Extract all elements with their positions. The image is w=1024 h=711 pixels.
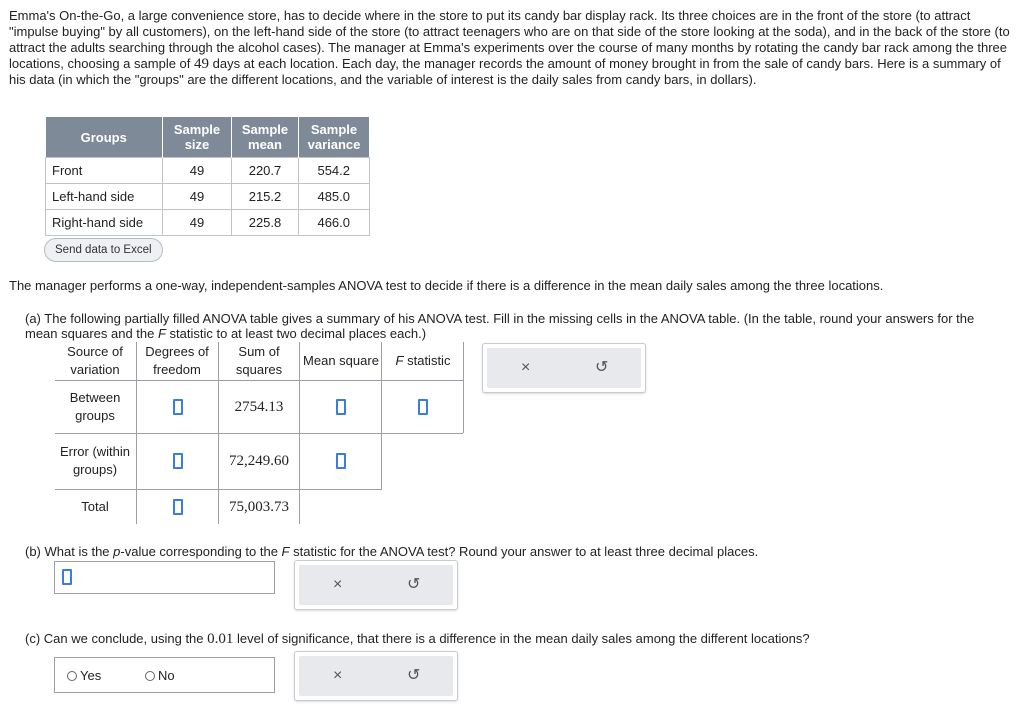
variance-cell: 466.0 bbox=[299, 210, 370, 236]
anova-header-df: Degrees of freedom bbox=[145, 344, 209, 377]
undo-icon[interactable]: ↺ bbox=[595, 359, 609, 376]
mean-cell: 215.2 bbox=[232, 184, 299, 210]
mean-cell: 225.8 bbox=[232, 210, 299, 236]
radio-yes[interactable] bbox=[67, 668, 101, 683]
group-cell: Right-hand side bbox=[46, 210, 163, 236]
df-total-input[interactable] bbox=[137, 492, 218, 522]
part-b-text-3: statistic for the ANOVA test? Round your answer to at least three decimal places. bbox=[289, 544, 759, 559]
action-panel bbox=[299, 656, 453, 696]
part-a-text-1: The following partially filled ANOVA table gives a summary of his ANOVA test. Fill in the missing cells in the ANOVA table. (In the table, round your answers for the mean squares and the bbox=[25, 311, 975, 341]
header-sample-mean: Sample mean bbox=[232, 117, 299, 158]
part-a-question bbox=[25, 311, 985, 341]
size-cell: 49 bbox=[163, 158, 232, 184]
action-panel bbox=[299, 565, 453, 605]
anova-intro: The manager performs a one-way, independent-samples ANOVA test to decide if there is a difference in the mean daily sales among the three locations. bbox=[9, 278, 884, 293]
header-sample-variance: Sample variance bbox=[299, 117, 370, 158]
p-symbol: p bbox=[113, 544, 121, 559]
divider bbox=[55, 489, 382, 490]
part-c-answer-box bbox=[54, 657, 275, 693]
ms-error-input[interactable] bbox=[300, 434, 381, 488]
anova-header-ms: Mean square bbox=[303, 353, 379, 368]
clear-icon[interactable]: × bbox=[333, 576, 343, 593]
radio-no-label: No bbox=[158, 668, 175, 683]
anova-header-ss: Sum of squares bbox=[235, 344, 283, 377]
df-between-input[interactable] bbox=[137, 386, 218, 428]
part-c-question bbox=[25, 631, 1005, 648]
divider bbox=[463, 342, 464, 433]
part-a-label: (a) bbox=[25, 311, 41, 326]
clear-icon[interactable]: × bbox=[333, 667, 343, 684]
anova-header-source: Source of variation bbox=[67, 344, 123, 377]
f-symbol: F bbox=[281, 544, 290, 559]
part-b-text-1: What is the bbox=[44, 544, 114, 559]
part-c-label: (c) bbox=[25, 631, 41, 646]
ss-error: 72,249.60 bbox=[229, 453, 289, 469]
table-row bbox=[46, 184, 370, 210]
clear-icon[interactable]: × bbox=[521, 359, 531, 376]
header-sample-size: Sample size bbox=[163, 117, 232, 158]
df-error-input[interactable] bbox=[137, 434, 218, 488]
group-cell: Front bbox=[46, 158, 163, 184]
part-a-text-2: statistic to at least two decimal places each.) bbox=[165, 326, 427, 341]
divider bbox=[55, 380, 463, 381]
table-row bbox=[46, 210, 370, 236]
part-b-action-box bbox=[294, 560, 458, 610]
part-b-question bbox=[25, 544, 985, 559]
variance-cell: 485.0 bbox=[299, 184, 370, 210]
group-cell: Left-hand side bbox=[46, 184, 163, 210]
anova-source-total: Total bbox=[81, 499, 109, 514]
part-a-action-box bbox=[482, 343, 646, 393]
size-cell: 49 bbox=[163, 184, 232, 210]
anova-source-error: Error (within groups) bbox=[59, 444, 131, 477]
problem-intro bbox=[9, 8, 1014, 88]
ss-between: 2754.13 bbox=[234, 399, 284, 415]
undo-icon[interactable]: ↺ bbox=[407, 576, 421, 593]
send-to-excel-button[interactable]: Send data to Excel bbox=[44, 238, 163, 262]
anova-source-between: Between groups bbox=[69, 390, 121, 423]
days-value: 49 bbox=[194, 56, 209, 72]
summary-table bbox=[45, 117, 370, 236]
size-cell: 49 bbox=[163, 210, 232, 236]
part-c-action-box bbox=[294, 651, 458, 701]
anova-header-f: F statistic bbox=[395, 353, 451, 368]
ms-between-input[interactable] bbox=[300, 386, 381, 428]
f-statistic-input[interactable] bbox=[382, 386, 463, 428]
part-c-text-2: level of significance, that there is a difference in the mean daily sales among the different locations? bbox=[233, 631, 810, 646]
part-b-text-2: -value corresponding to the bbox=[120, 544, 282, 559]
variance-cell: 554.2 bbox=[299, 158, 370, 184]
radio-yes-label: Yes bbox=[80, 668, 102, 683]
mean-cell: 220.7 bbox=[232, 158, 299, 184]
action-panel bbox=[487, 348, 641, 388]
undo-icon[interactable]: ↺ bbox=[407, 667, 421, 684]
part-b-label: (b) bbox=[25, 544, 41, 559]
f-symbol: F bbox=[157, 326, 166, 341]
f-symbol: F bbox=[395, 353, 404, 368]
ss-total: 75,003.73 bbox=[229, 499, 289, 515]
p-value-input[interactable] bbox=[54, 561, 275, 594]
part-c-text-1: Can we conclude, using the bbox=[43, 631, 208, 646]
radio-no[interactable] bbox=[145, 668, 175, 683]
input-cursor bbox=[62, 569, 72, 585]
radio-circle[interactable] bbox=[67, 671, 77, 681]
intro-text-1: Emma's On-the-Go, a large convenience store, has to decide where in the store to put its candy bar display rack. Its three choices are in the front of the store (to attract "impulse buying" by all customers), on the left-hand side of the store (to attract teenagers who are on that side of the store looking at the soda), and in the back of the store (to attract the adults searching through the alcohol cases). The manager at Emma's experiments over the course of many months by rotating the candy bar rack among the three locations, choosing a sample of bbox=[9, 8, 1010, 71]
intro-text-2: days at each location. Each day, the manager records the amount of money brought in from the sale of candy bars. Here is a summary of his data (in which the "groups" are the different locations, and the variable of interest is the daily sales from candy bars, in dollars). bbox=[9, 56, 1001, 87]
header-groups: Groups bbox=[46, 117, 163, 158]
significance-level: 0.01 bbox=[207, 631, 234, 647]
radio-circle[interactable] bbox=[145, 671, 155, 681]
table-row bbox=[46, 158, 370, 184]
